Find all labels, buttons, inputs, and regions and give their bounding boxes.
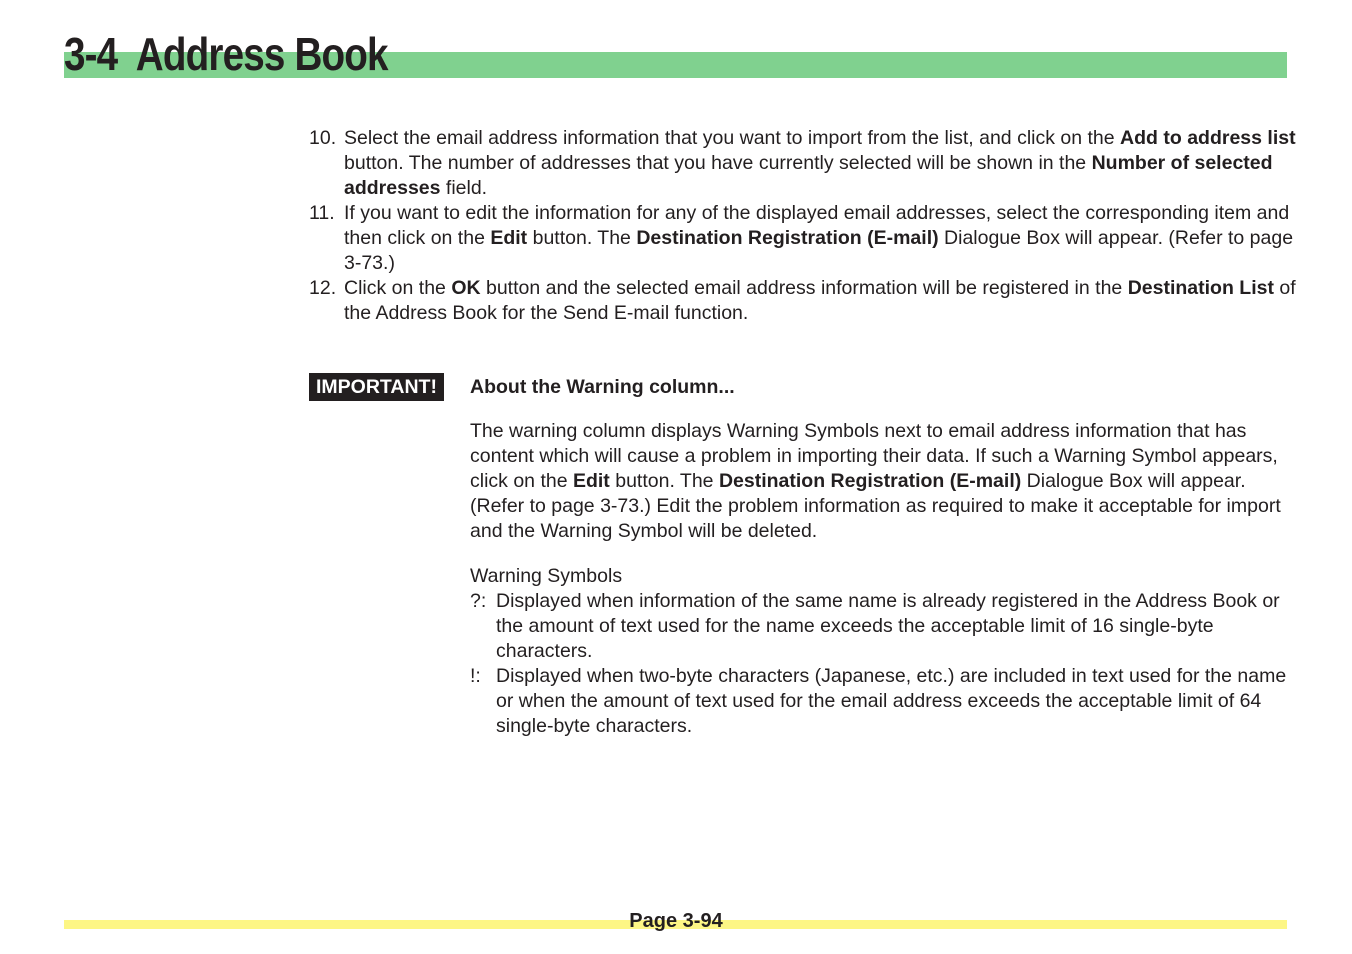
warning-symbols-list xyxy=(470,589,1290,739)
step-11 xyxy=(309,201,1299,276)
step-number: 12. xyxy=(309,277,337,299)
symbol-char: ?: xyxy=(470,590,487,612)
step-text: If you want to edit the information for any of the displayed email addresses, select the corresponding item and then click on the Edit button. The Destination Registration (E-mail) Dialogue Box will appear. (Refer to page 3-73.) xyxy=(344,202,1294,274)
note-paragraph: The warning column displays Warning Symbols next to email address information that has content which will cause a problem in importing their data. If such a Warning Symbol appears, click on the Edit button. The Destination Registration (E-mail) Dialogue Box will appear. (Refer to page 3-73.) Edit the problem information as required to make it acceptable for import and the Warning Symbol will be deleted. xyxy=(470,420,1281,542)
step-number: 10. xyxy=(309,127,337,149)
important-badge: IMPORTANT! xyxy=(309,373,444,401)
note-heading: About the Warning column... xyxy=(470,376,735,398)
step-text: Select the email address information that you want to import from the list, and click on the Add to address list button. The number of addresses that you have currently selected will be shown in the Number of selected addresses field. xyxy=(344,127,1296,199)
section-number: 3-4 xyxy=(64,28,118,80)
step-number: 11. xyxy=(309,202,335,224)
symbol-char: !: xyxy=(470,665,481,687)
section-title: Address Book xyxy=(135,28,388,80)
step-list xyxy=(309,126,1299,326)
warning-symbol-question xyxy=(470,589,1290,664)
note-body xyxy=(470,419,1290,544)
step-text: Click on the OK button and the selected email address information will be registered in the Destination List of the Address Book for the Send E-mail function. xyxy=(344,277,1296,324)
warning-symbol-exclamation xyxy=(470,664,1290,739)
page-title xyxy=(64,26,388,82)
warning-symbols-title: Warning Symbols xyxy=(470,565,623,587)
page-number: Page 3-94 xyxy=(629,910,723,932)
symbol-description: Displayed when information of the same name is already registered in the Address Book or the amount of text used for the name exceeds the acceptable limit of 16 single-byte characters. xyxy=(496,590,1280,662)
symbol-description: Displayed when two-byte characters (Japanese, etc.) are included in text used for the name or when the amount of text used for the email address exceeds the acceptable limit of 64 single-byte characters. xyxy=(496,665,1287,737)
step-10 xyxy=(309,126,1299,201)
step-12 xyxy=(309,276,1299,326)
